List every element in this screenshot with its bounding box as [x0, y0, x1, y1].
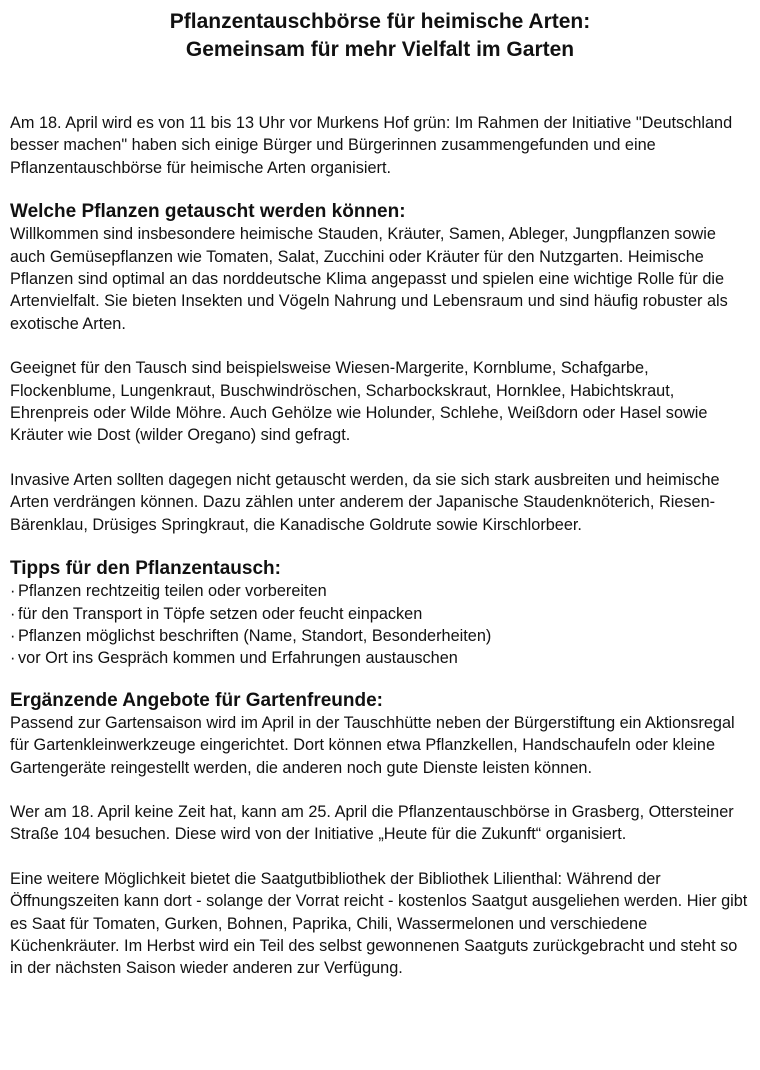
paragraph-plants-examples: Geeignet für den Tausch sind beispielsweise Wiesen-Margerite, Kornblume, Schafgarbe, Flockenblume, Lungenkraut, Buschwindröschen, Scharbockskraut, Hornklee, Habichtskraut, Ehrenpreis oder Wilde Möhre. Auch Gehölze wie Holunder, Schlehe, Weißdorn oder Hasel sowie Kräuter wie Dost (wilder Oregano) sind gefragt. [10, 359, 708, 445]
paragraph-tool-shelf: Passend zur Gartensaison wird im April in der Tauschhütte neben der Bürgerstiftung ein Aktionsregal für Gartenkleinwerkzeuge eingerichtet. Dort können etwa Pflanzkellen, Handschaufeln oder kleine Gartengeräte reingestellt werden, die anderen noch gute Dienste leisten können. [10, 713, 735, 777]
tips-list [10, 580, 750, 670]
list-item: · Pflanzen möglichst beschriften (Name, Standort, Besonderheiten) [10, 625, 750, 647]
paragraph-seed-library: Eine weitere Möglichkeit bietet die Saatgutbibliothek der Bibliothek Lilienthal: Während der Öffnungszeiten kann dort - solange der Vorrat reicht - kostenlos Saatgut ausgeliehen werden. Hier gibt es Saat für Tomaten, Gurken, Bohnen, Paprika, Chili, Wassermelonen und verschiedene Küchenkräuter. Im Herbst wird ein Teil des selbst gewonnenen Saatguts zurückgebracht und steht so in der nächsten Saison wieder anderen zur Verfügung. [10, 869, 748, 978]
section-heading-tips: Tipps für den Pflanzentausch: [10, 558, 281, 580]
list-item: · Pflanzen rechtzeitig teilen oder vorbereiten [10, 580, 750, 602]
list-item: · für den Transport in Töpfe setzen oder feucht einpacken [10, 603, 750, 625]
list-item: · vor Ort ins Gespräch kommen und Erfahrungen austauschen [10, 647, 750, 669]
document-title [10, 8, 750, 64]
title-line-1: Pflanzentauschbörse für heimische Arten: [169, 10, 591, 33]
paragraph-invasive-species: Invasive Arten sollten dagegen nicht getauscht werden, da sie sich stark ausbreiten und heimische Arten verdrängen können. Dazu zählen unter anderem der Japanische Staudenknöterich, Riesen-Bärenklau, Drüsiges Springkraut, die Kanadische Goldrute sowie Kirschlorbeer. [10, 470, 720, 534]
title-line-2: Gemeinsam für mehr Vielfalt im Garten [185, 38, 575, 61]
document-page [10, 8, 750, 980]
paragraph-plants-welcome: Willkommen sind insbesondere heimische Stauden, Kräuter, Samen, Ableger, Jungpflanzen sowie auch Gemüsepflanzen wie Tomaten, Salat, Zucchini oder Kräuter für den Nutzgarten. Heimische Pflanzen sind optimal an das norddeutsche Klima angepasst und spielen eine wichtige Rolle für die Artenvielfalt. Sie bieten Insekten und Vögeln Nahrung und Lebensraum und sind häufig robuster als exotische Arten. [10, 225, 728, 333]
paragraph-grasberg-exchange: Wer am 18. April keine Zeit hat, kann am 25. April die Pflanzentauschbörse in Grasberg, Ottersteiner Straße 104 besuchen. Diese wird von der Initiative „Heute für die Zukunft“ organisiert. [10, 802, 734, 844]
section-heading-offers: Ergänzende Angebote für Gartenfreunde: [10, 689, 383, 711]
section-heading-plants: Welche Pflanzen getauscht werden können: [10, 201, 406, 223]
intro-paragraph: Am 18. April wird es von 11 bis 13 Uhr vor Murkens Hof grün: Im Rahmen der Initiative "Deutschland besser machen" haben sich einige Bürger und Bürgerinnen zusammengefunden und eine Pflanzentauschbörse für heimische Arten organisiert. [10, 114, 733, 177]
